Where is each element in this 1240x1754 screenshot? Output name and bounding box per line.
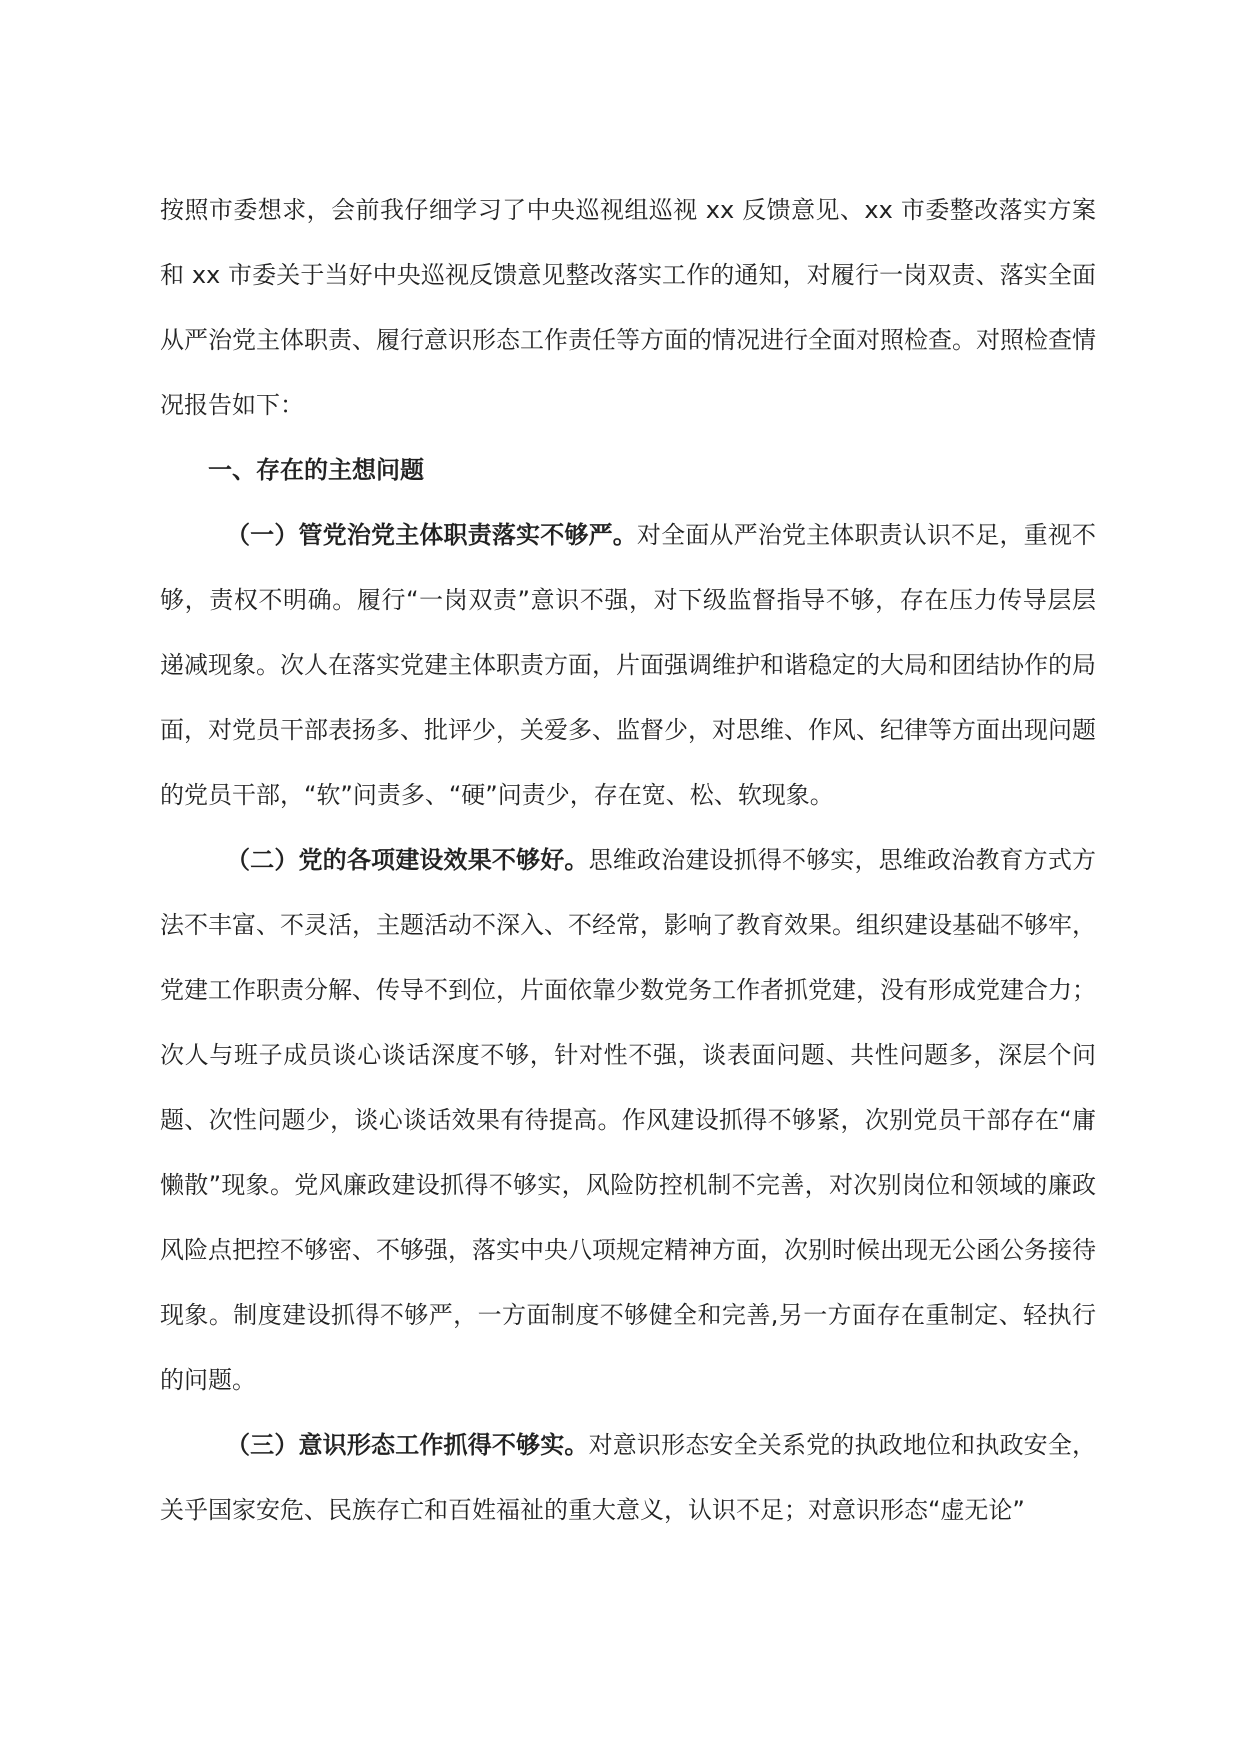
item-paragraph-2 [160,828,1096,1413]
item-body-1: 对全面从严治党主体职责认识不足，重视不够，责权不明确。履行“一岗双责”意识不强，对下级监督指导不够，存在压力传导层层递减现象。次人在落实党建主体职责方面，片面强调维护和谐稳定的大局和团结协作的局面，对党员干部表扬多、批评少，关爱多、监督少，对思维、作风、纪律等方面出现问题的党员干部，“软”问责多、“硬”问责少，存在宽、松、软现象。 [160,521,1097,809]
item-paragraph-3 [160,1413,1096,1543]
item-body-3: 对意识形态安全关系党的执政地位和执政安全，关乎国家安危、民族存亡和百姓福祉的重大意义，认识不足；对意识形态“虚无论” [160,1431,1097,1524]
item-title-3: （三）意识形态工作抓得不够实。 [226,1431,589,1459]
intro-paragraph: 按照市委想求，会前我仔细学习了中央巡视组巡视 xx 反馈意见、xx 市委整改落实方案和 xx 市委关于当好中央巡视反馈意见整改落实工作的通知，对履行一岗双责、落实全面从严治党主体职责、履行意识形态工作责任等方面的情况进行全面对照检查。对照检查情况报告如下： [160,196,1096,419]
item-title-1: （一）管党治党主体职责落实不够严。 [226,521,637,549]
item-body-2: 思维政治建设抓得不够实，思维政治教育方式方法不丰富、不灵活，主题活动不深入、不经常，影响了教育效果。组织建设基础不够牢，党建工作职责分解、传导不到位，片面依靠少数党务工作者抓党建，没有形成党建合力；次人与班子成员谈心谈话深度不够，针对性不强，谈表面问题、共性问题多，深层个问题、次性问题少，谈心谈话效果有待提高。作风建设抓得不够紧，次别党员干部存在“庸懒散”现象。党风廉政建设抓得不够实，风险防控机制不完善，对次别岗位和领域的廉政风险点把控不够密、不够强，落实中央八项规定精神方面，次别时候出现无公函公务接待现象。制度建设抓得不够严，一方面制度不够健全和完善,另一方面存在重制定、轻执行的问题。 [160,846,1097,1394]
section-heading: 一、存在的主想问题 [208,456,424,484]
item-paragraph-1 [160,503,1096,828]
document-body [160,178,1096,1543]
item-title-2: （二）党的各项建设效果不够好。 [226,846,589,874]
